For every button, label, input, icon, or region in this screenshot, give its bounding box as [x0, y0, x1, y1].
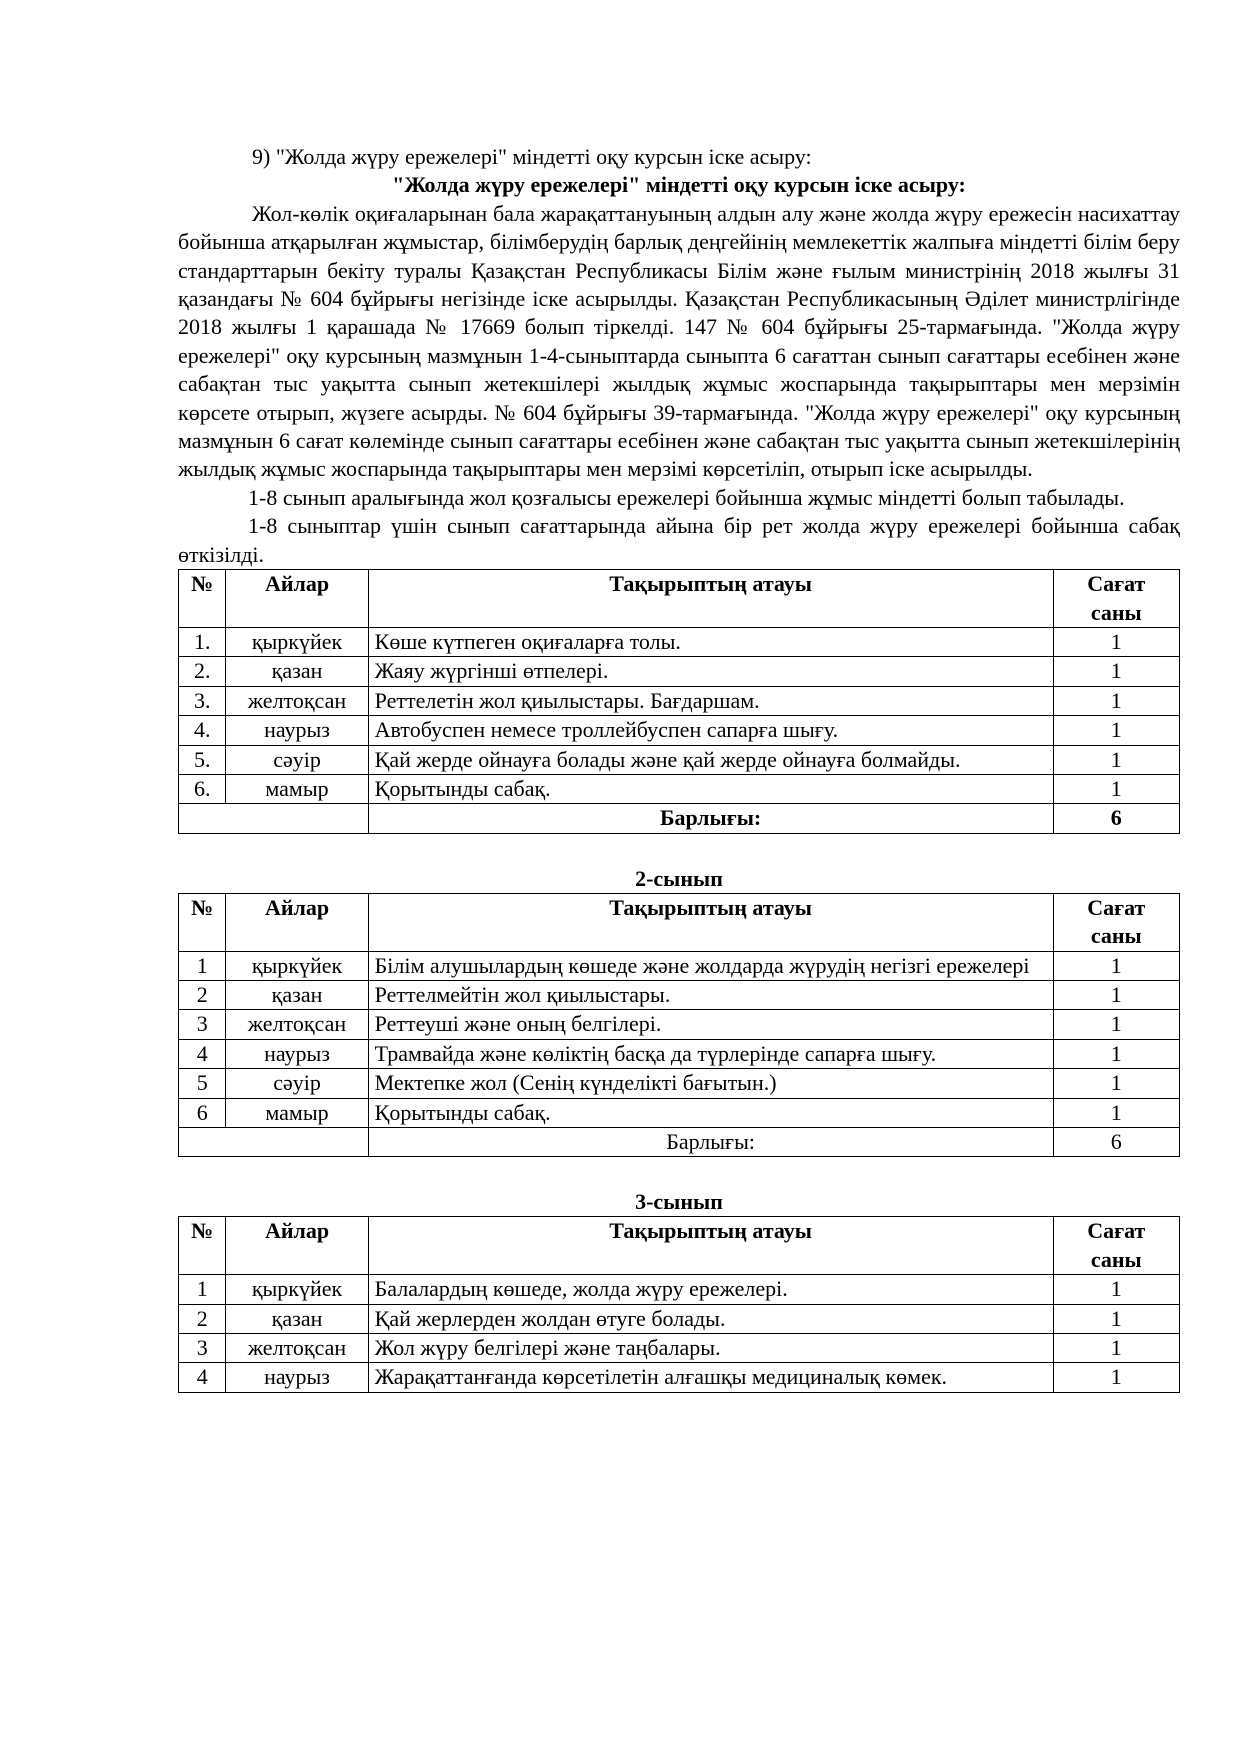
row-hours: 1 — [1053, 1098, 1179, 1127]
row-topic: Білім алушылардың көшеде және жолдарда жүрудің негізгі ережелері — [368, 951, 1053, 980]
row-hours: 1 — [1053, 1363, 1179, 1392]
row-topic: Балалардың көшеде, жолда жүру ережелері. — [368, 1275, 1053, 1304]
row-num: 1 — [179, 951, 226, 980]
total-label: Барлығы: — [368, 804, 1053, 833]
table-row — [179, 1069, 1180, 1098]
intro-paragraph: Жол-көлік оқиғаларынан бала жарақаттануының алдын алу және жолда жүру ережесін насихаттау бойынша атқарылған жұмыстар, білімберудің барлық деңгейінің мемлекеттік жалпыға міндетті білім беру стандарттарын бекіту туралы Қазақстан Республикасы Білім және ғылым министрінің 2018 жылғы 31 қазандағы № 604 бұйрығы негізінде іске асырылды. Қазақстан Республикасының Әділет министрлігінде 2018 жылғы 1 қарашада № 17669 болып тіркелді. 147 № 604 бұйрығы 25-тармағында. "Жолда жүру ережелері" оқу курсының мазмұнын 1-4-сыныптарда сыныпта 6 сағаттан сынып сағаттары есебінен және сабақтан тыс уақытта сынып жетекшілері жылдық жұмыс жоспарында тақырыптары мен мерзімін көрсете отырып, жүзеге асырды. № 604 бұйрығы 39-тармағында. "Жолда жүру ережелері" оқу курсының мазмұнын 6 сағат көлемінде сынып сағаттары есебінен және сабақтан тыс уақытта сынып жетекшілерінің жылдық жұмыс жоспарында тақырыптары мен мерзімі көрсетіліп, отырып іске асырылды. — [178, 200, 1180, 482]
row-month: қыркүйек — [226, 951, 368, 980]
row-month: мамыр — [226, 1098, 368, 1127]
monthly-lesson-paragraph: 1-8 сыныптар үшін сынып сағаттарында айына бір рет жолда жүру ережелері бойынша сабақ өткізілді. — [178, 513, 1180, 567]
grade-1-table — [178, 569, 1180, 834]
row-num: 3 — [179, 1334, 226, 1363]
header-month: Айлар — [226, 570, 368, 628]
row-num: 3 — [179, 1010, 226, 1039]
header-month: Айлар — [226, 1217, 368, 1275]
row-hours: 1 — [1053, 951, 1179, 980]
header-num: № — [179, 1217, 226, 1275]
header-num: № — [179, 570, 226, 628]
row-num: 3. — [179, 686, 226, 715]
row-num: 5 — [179, 1069, 226, 1098]
header-hours-line1: Сағат — [1087, 1218, 1146, 1244]
total-blank-cell — [179, 1128, 369, 1157]
table-row — [179, 657, 1180, 686]
row-month: желтоқсан — [226, 1010, 368, 1039]
total-label: Барлығы: — [368, 1128, 1053, 1157]
mandatory-paragraph: 1-8 сынып аралығында жол қозғалысы ережелері бойынша жұмыс міндетті болып табылады. — [248, 484, 1125, 510]
row-month: мамыр — [226, 774, 368, 803]
grade-2-table — [178, 893, 1180, 1158]
header-hours-line2: саны — [1090, 923, 1142, 949]
row-hours: 1 — [1053, 1069, 1179, 1098]
row-month: қазан — [226, 980, 368, 1009]
row-hours: 1 — [1053, 686, 1179, 715]
table-row — [179, 980, 1180, 1009]
header-hours — [1053, 570, 1179, 628]
table-row — [179, 1010, 1180, 1039]
row-num: 6. — [179, 774, 226, 803]
table-row — [179, 774, 1180, 803]
table-row — [179, 627, 1180, 656]
row-num: 5. — [179, 745, 226, 774]
row-topic: Реттелмейтін жол қиылыстары. — [368, 980, 1053, 1009]
header-hours — [1053, 1217, 1179, 1275]
header-num: № — [179, 893, 226, 951]
document-page — [178, 143, 1180, 1393]
grade-2-caption: 2-сынып — [635, 865, 723, 891]
row-hours: 1 — [1053, 745, 1179, 774]
row-num: 2 — [179, 1304, 226, 1333]
header-hours-line2: саны — [1090, 1246, 1142, 1272]
row-month: желтоқсан — [226, 1334, 368, 1363]
row-topic: Автобуспен немесе троллейбуспен сапарға шығу. — [368, 716, 1053, 745]
row-topic: Қай жерлерден жолдан өтуге болады. — [368, 1304, 1053, 1333]
table-header-row — [179, 1217, 1180, 1275]
total-blank-cell — [179, 804, 369, 833]
row-month: қазан — [226, 657, 368, 686]
row-num: 1. — [179, 627, 226, 656]
row-hours: 1 — [1053, 657, 1179, 686]
section-heading: "Жолда жүру ережелері" міндетті оқу курсын іске асыру: — [392, 172, 966, 198]
row-num: 4. — [179, 716, 226, 745]
header-topic: Тақырыптың атауы — [368, 1217, 1053, 1275]
total-row — [179, 1128, 1180, 1157]
row-month: қыркүйек — [226, 1275, 368, 1304]
row-month: наурыз — [226, 1363, 368, 1392]
row-num: 2 — [179, 980, 226, 1009]
row-month: сәуір — [226, 1069, 368, 1098]
row-month: желтоқсан — [226, 686, 368, 715]
row-topic: Көше күтпеген оқиғаларға толы. — [368, 627, 1053, 656]
header-hours-line1: Сағат — [1087, 571, 1146, 597]
row-topic: Қорытынды сабақ. — [368, 1098, 1053, 1127]
table-row — [179, 1098, 1180, 1127]
table-row — [179, 1275, 1180, 1304]
row-hours: 1 — [1053, 1275, 1179, 1304]
row-topic: Мектепке жол (Сенің күнделікті бағытын.) — [368, 1069, 1053, 1098]
row-topic: Реттеуші және оның белгілері. — [368, 1010, 1053, 1039]
header-hours-line2: саны — [1090, 599, 1142, 625]
item-9-line: 9) "Жолда жүру ережелері" міндетті оқу курсын іске асыру: — [252, 144, 812, 169]
row-month: наурыз — [226, 716, 368, 745]
header-month: Айлар — [226, 893, 368, 951]
table-row — [179, 1363, 1180, 1392]
total-value: 6 — [1053, 804, 1179, 833]
header-topic: Тақырыптың атауы — [368, 570, 1053, 628]
row-num: 1 — [179, 1275, 226, 1304]
row-topic: Реттелетін жол қиылыстары. Бағдаршам. — [368, 686, 1053, 715]
grade-3-table — [178, 1216, 1180, 1392]
row-hours: 1 — [1053, 627, 1179, 656]
row-num: 4 — [179, 1039, 226, 1068]
row-topic: Жарақаттанғанда көрсетілетін алғашқы медициналық көмек. — [368, 1363, 1053, 1392]
table-row — [179, 951, 1180, 980]
row-hours: 1 — [1053, 1039, 1179, 1068]
row-topic: Жол жүру белгілері және таңбалары. — [368, 1334, 1053, 1363]
row-num: 4 — [179, 1363, 226, 1392]
row-hours: 1 — [1053, 1010, 1179, 1039]
row-month: сәуір — [226, 745, 368, 774]
row-month: наурыз — [226, 1039, 368, 1068]
row-hours: 1 — [1053, 980, 1179, 1009]
header-hours-line1: Сағат — [1087, 894, 1146, 920]
header-topic: Тақырыптың атауы — [368, 893, 1053, 951]
row-num: 2. — [179, 657, 226, 686]
grade-3-caption: 3-сынып — [635, 1189, 723, 1215]
row-month: қыркүйек — [226, 627, 368, 656]
row-topic: Қорытынды сабақ. — [368, 774, 1053, 803]
table-row — [179, 716, 1180, 745]
row-hours: 1 — [1053, 716, 1179, 745]
header-hours — [1053, 893, 1179, 951]
row-topic: Қай жерде ойнауға болады және қай жерде ойнауға болмайды. — [368, 745, 1053, 774]
total-value: 6 — [1053, 1128, 1179, 1157]
row-hours: 1 — [1053, 774, 1179, 803]
row-month: қазан — [226, 1304, 368, 1333]
row-num: 6 — [179, 1098, 226, 1127]
table-header-row — [179, 570, 1180, 628]
row-topic: Трамвайда және көліктің басқа да түрлерінде сапарға шығу. — [368, 1039, 1053, 1068]
table-row — [179, 686, 1180, 715]
total-row — [179, 804, 1180, 833]
table-row — [179, 745, 1180, 774]
table-header-row — [179, 893, 1180, 951]
row-hours: 1 — [1053, 1334, 1179, 1363]
row-hours: 1 — [1053, 1304, 1179, 1333]
table-row — [179, 1039, 1180, 1068]
table-row — [179, 1304, 1180, 1333]
row-topic: Жаяу жүргінші өтпелері. — [368, 657, 1053, 686]
table-row — [179, 1334, 1180, 1363]
